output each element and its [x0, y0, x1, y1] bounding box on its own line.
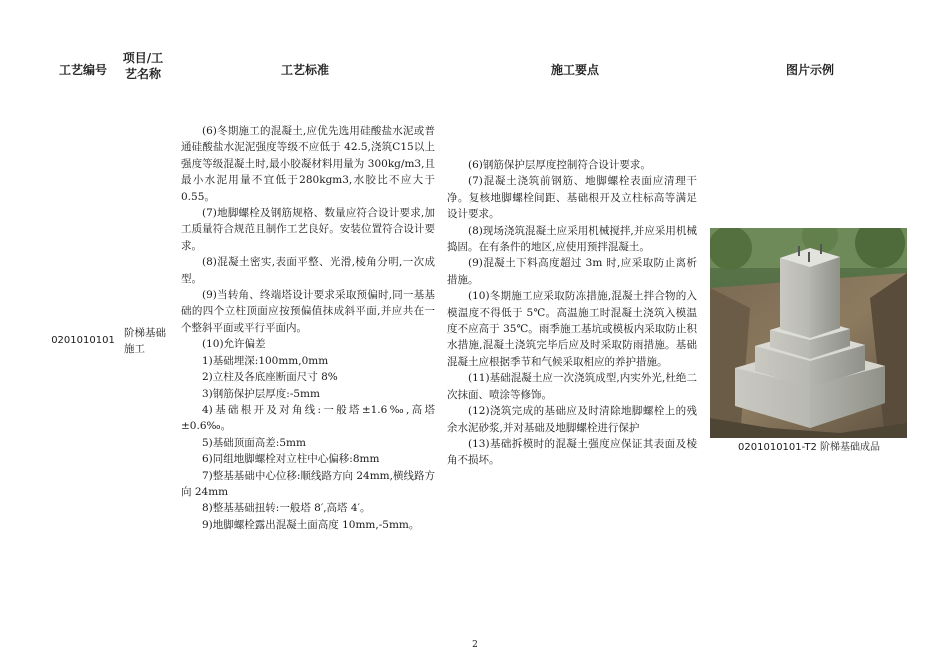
standard-item: 9)地脚螺栓露出混凝土面高度 10mm,-5mm。	[202, 518, 420, 531]
process-standard-text	[181, 123, 435, 533]
standard-item: 8)整基基础扭转:一般塔 8′,高塔 4′。	[202, 502, 371, 515]
point-item: (12)浇筑完成的基础应及时清除地脚螺栓上的残余水泥砂浆,并对基础及地脚螺栓进行保护	[447, 405, 697, 434]
standard-item: (7)地脚螺栓及钢筋规格、数量应符合设计要求,加工质量符合规范且制作工艺良好。安装位置符合设计要求。	[181, 207, 435, 252]
stepped-foundation-photo	[710, 228, 907, 438]
header-process-standard: 工艺标准	[280, 63, 329, 77]
standard-item: (9)当转角、终端塔设计要求采取预偏时,同一基基础的四个立柱顶面应按预偏值抹成斜平面,并应共在一个整斜平面或平行平面内。	[181, 289, 435, 334]
standard-item: 2)立柱及各底座断面尺寸 8%	[202, 371, 338, 384]
standard-item: (8)混凝土密实,表面平整、光滑,棱角分明,一次成型。	[181, 256, 435, 285]
process-name: 阶梯基础施工	[124, 327, 166, 355]
header-process-name: 项目/工艺名称	[122, 51, 164, 81]
point-item: (11)基础混凝土应一次浇筑成型,内实外光,杜绝二次抹面、喷涂等修饰。	[447, 372, 697, 401]
point-item: (7)混凝土浇筑前钢筋、地脚螺栓表面应清理干净。复核地脚螺栓间距、基础根开及立柱标高等满足设计要求。	[447, 175, 697, 221]
header-image-example: 图片示例	[785, 63, 834, 77]
image-caption: 0201010101-T2 阶梯基础成品	[738, 442, 880, 453]
point-item: (9)混凝土下料高度超过 3m 时,应采取防止离析措施。	[447, 257, 697, 286]
standard-item: 7)整基基础中心位移:顺线路方向 24mm,横线路方向 24mm	[181, 469, 435, 498]
point-item: (6)钢筋保护层厚度控制符合设计要求。	[468, 159, 651, 171]
process-code: 0201010101	[51, 335, 115, 346]
standard-item: (10)允许偏差	[202, 338, 266, 351]
point-item: (10)冬期施工应采取防冻措施,混凝土拌合物的入模温度不得低于 5℃。高温施工时混凝土浇筑入模温度不应高于 35℃。雨季施工基坑或模板内采取防止积水措施,混凝土浇筑完毕后应及时采取防雨措施。基础混凝土应根据季节和气候采取相应的养护措施。	[447, 290, 697, 368]
standard-item: (6)冬期施工的混凝土,应优先选用硅酸盐水泥或普通硅酸盐水泥泥强度等级不应低于 42.5,浇筑C15以上强度等级混凝土时,最小胶凝材料用量为 300kg/m3,且最小水泥用量不宜低于280kgm3,水胶比不应大于 0.55。	[181, 125, 435, 203]
page-number: 2	[472, 640, 478, 650]
standard-item: 3)钢筋保护层厚度:-5mm	[202, 387, 320, 400]
standard-item: 6)同组地脚螺栓对立柱中心偏移:8mm	[202, 453, 380, 466]
point-item: (13)基础拆模时的混凝土强度应保证其表面及棱角不损坏。	[447, 437, 697, 467]
construction-points-text	[447, 157, 697, 469]
point-item: (8)现场浇筑混凝土应采用机械搅拌,并应采用机械捣固。在有条件的地区,应使用预拌混凝土。	[447, 224, 697, 254]
standard-item: 1)基础埋深:100mm,0mm	[202, 354, 329, 367]
standard-item: 5)基础顶面高差:5mm	[202, 436, 306, 449]
standard-item: 4)基础根开及对角线:一般塔±1.6‰,高塔±0.6‰。	[181, 403, 435, 433]
header-process-code: 工艺编号	[58, 63, 107, 77]
header-construction-points: 施工要点	[550, 63, 599, 77]
